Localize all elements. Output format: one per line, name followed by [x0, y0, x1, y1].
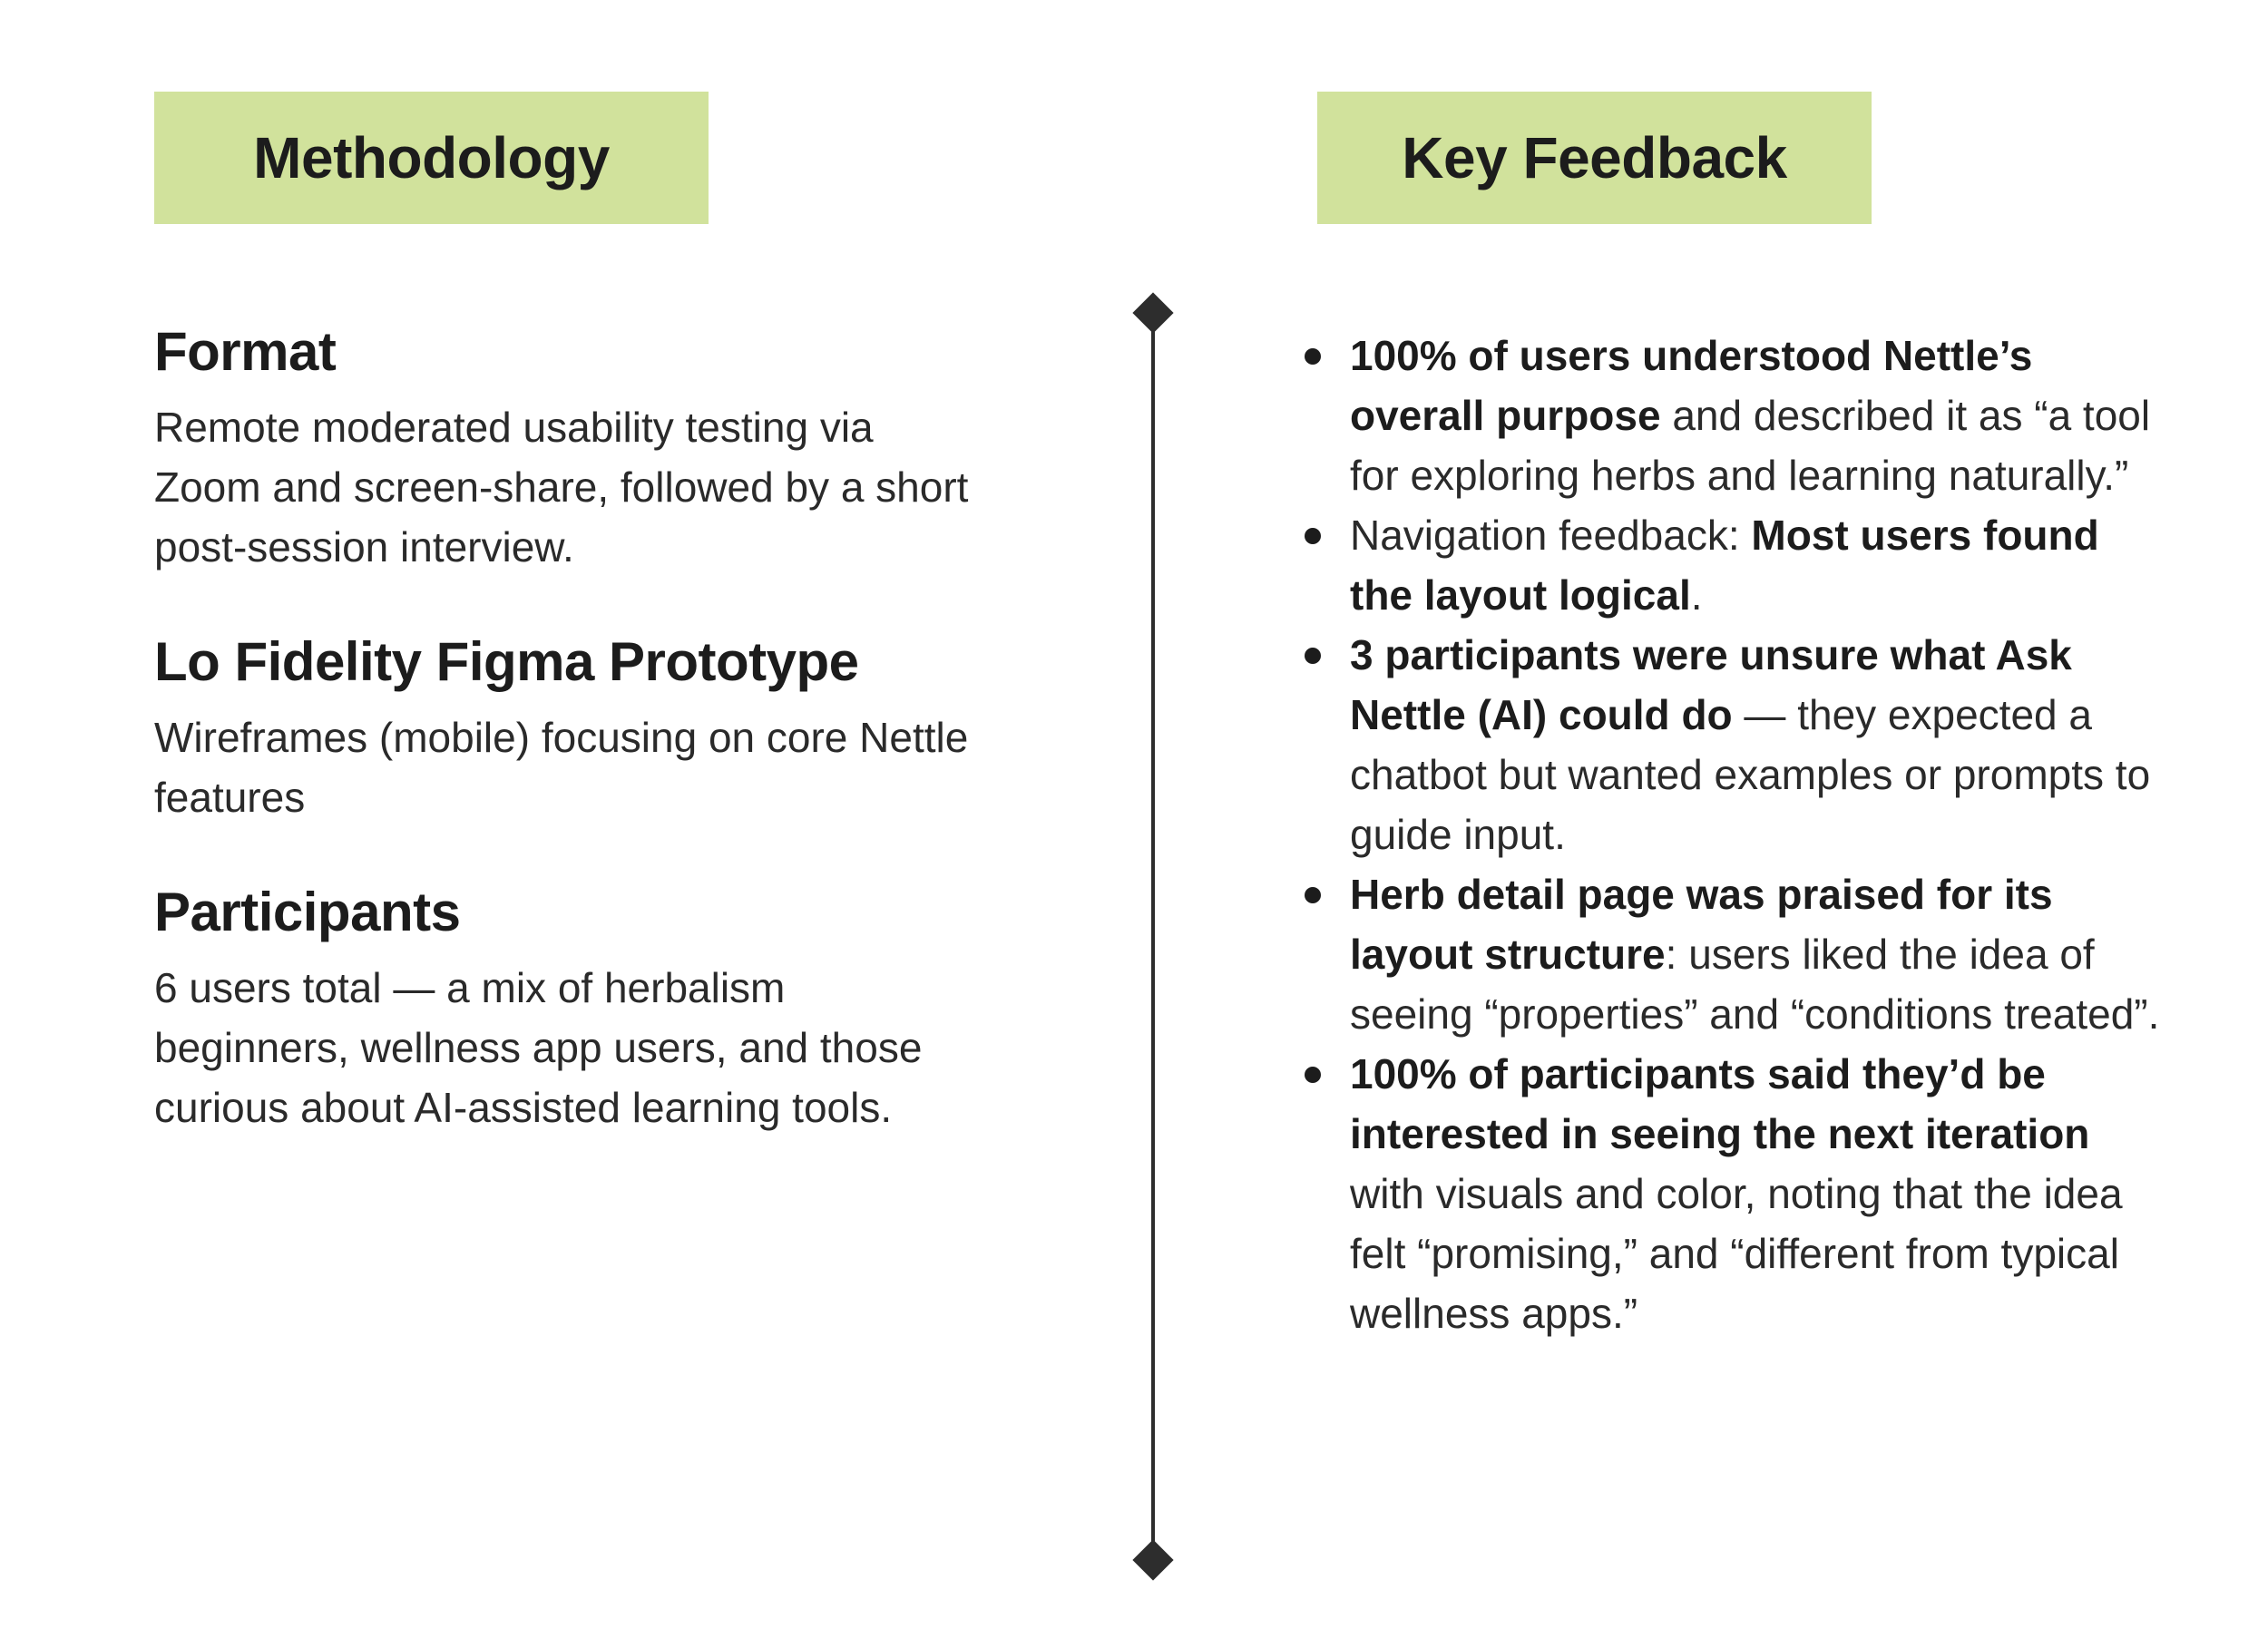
feedback-text: — they expected a chatbot but wanted examples or prompts to guide input.: [1350, 691, 2151, 858]
feedback-item: [1350, 326, 2166, 505]
bullet-icon: [1305, 1067, 1321, 1083]
feedback-highlight: Herb detail page was praised for its layout structure: [1350, 871, 2053, 978]
prototype-body: Wireframes (mobile) focusing on core Nettle features: [154, 714, 969, 821]
feedback-item: [1350, 1044, 2166, 1343]
format-body: Remote moderated usability testing via Zoom and screen-share, followed by a short post-session interview.: [154, 404, 969, 570]
feedback-list: [1350, 326, 2166, 1343]
bullet-icon: [1305, 348, 1321, 365]
feedback-highlight: 3 participants were unsure what Ask Nettle (AI) could do: [1350, 631, 2072, 738]
feedback-highlight: 100% of participants said they’d be interested in seeing the next iteration: [1350, 1050, 2090, 1157]
feedback-highlight: 100% of users understood Nettle’s overall purpose: [1350, 332, 2033, 439]
format-title: Format: [154, 321, 337, 382]
participants-section: [154, 880, 971, 1137]
key-feedback-header: Key Feedback: [1317, 92, 1872, 224]
divider-bottom-diamond: [1132, 1539, 1173, 1580]
feedback-highlight: Most users found the layout logical: [1350, 512, 2099, 619]
feedback-text: with visuals and color, noting that the idea felt “promising,” and “different from typical wellness apps.”: [1350, 1170, 2123, 1337]
bullet-icon: [1305, 528, 1321, 544]
participants-body: 6 users total — a mix of herbalism beginners, wellness app users, and those curious about AI-assisted learning tools.: [154, 964, 923, 1131]
prototype-section: [154, 629, 971, 827]
feedback-item: [1350, 625, 2166, 864]
bullet-icon: [1305, 648, 1321, 664]
vertical-divider: [1151, 315, 1155, 1560]
feedback-item: [1350, 505, 2166, 625]
prototype-title: Lo Fidelity Figma Prototype: [154, 631, 859, 692]
key-feedback-column: [1350, 326, 2166, 1343]
format-section: [154, 319, 971, 577]
methodology-header: Methodology: [154, 92, 709, 224]
feedback-text: and described it as “a tool for exploring herbs and learning naturally.”: [1350, 392, 2151, 499]
methodology-column: [154, 319, 971, 1137]
bullet-icon: [1305, 887, 1321, 903]
feedback-text: : users liked the idea of seeing “properties” and “conditions treated”.: [1350, 931, 2160, 1038]
participants-title: Participants: [154, 882, 461, 942]
feedback-item: [1350, 864, 2166, 1044]
feedback-text: Navigation feedback:: [1350, 512, 1752, 559]
feedback-text: .: [1690, 571, 1703, 619]
